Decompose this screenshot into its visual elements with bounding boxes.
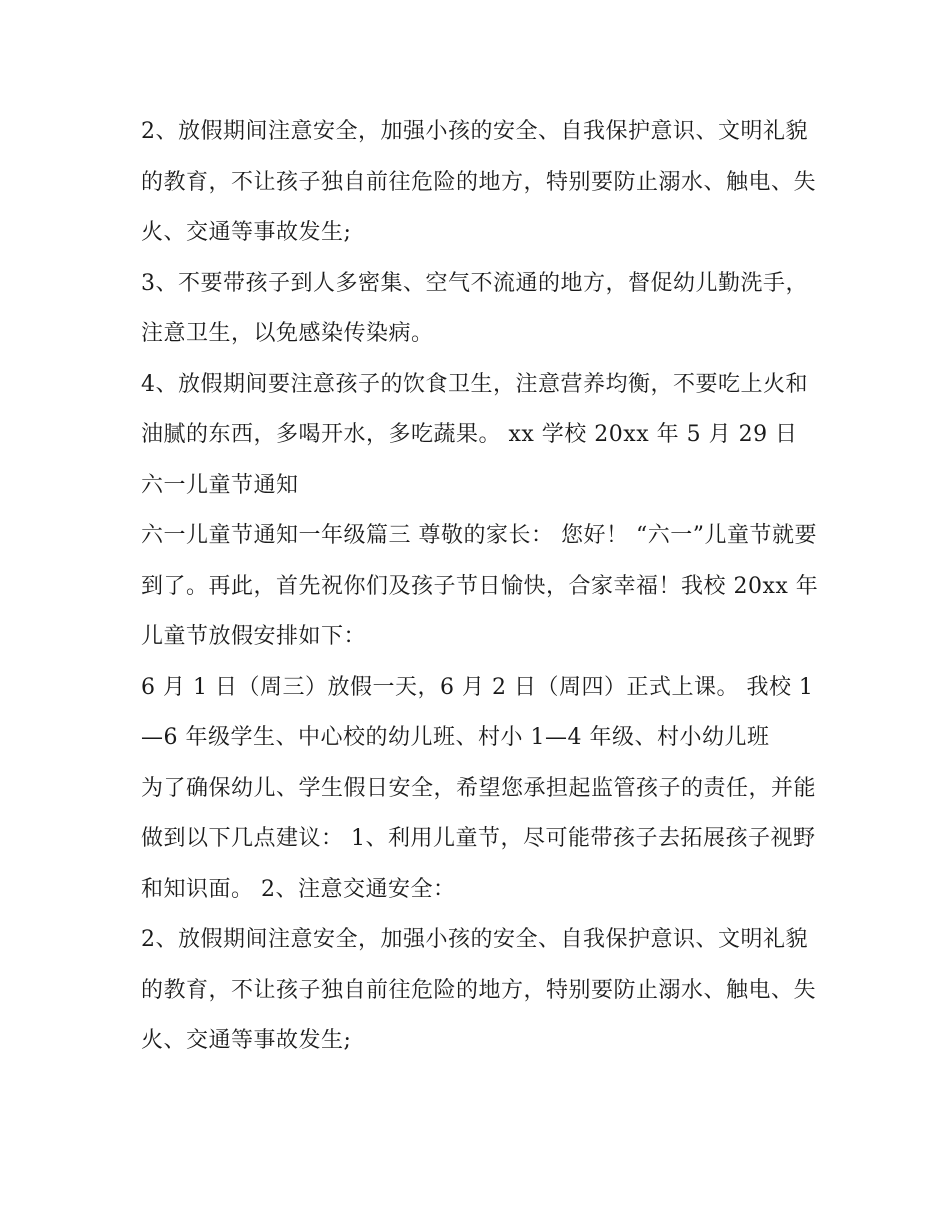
- paragraph-holiday-schedule: 6 月 1 日（周三）放假一天，6 月 2 日（周四）正式上课。 我校 1—6 年级学生、中心校的幼儿班、村小 1—4 年级、村小幼儿班: [141, 674, 814, 750]
- paragraph-safety-repeat: 2、放假期间注意安全，加强小孩的安全、自我保护意识、文明礼貌的教育，不让孩子独自前往危险的地方，特别要防止溺水、触电、失火、交通等事故发生;: [141, 927, 817, 1053]
- paragraph-notice-greeting: 六一儿童节通知一年级篇三 尊敬的家长： 您好！ “六一”儿童节就要到了。再此，首先祝你们及孩子节日愉快，合家幸福！我校 20xx 年儿童节放假安排如下：: [141, 523, 819, 649]
- paragraph-suggestions: 为了确保幼儿、学生假日安全，希望您承担起监管孩子的责任，并能做到以下几点建议： 1、利用儿童节，尽可能带孩子去拓展孩子视野和知识面。 2、注意交通安全：: [141, 775, 817, 902]
- document-body: [141, 107, 821, 1067]
- paragraph-safety-during-holiday: 2、放假期间注意安全，加强小孩的安全、自我保护意识、文明礼貌的教育，不让孩子独自前往危险的地方，特别要防止溺水、触电、失火、交通等事故发生;: [141, 119, 817, 245]
- paragraph-avoid-crowds: 3、不要带孩子到人多密集、空气不流通的地方，督促幼儿勤洗手，注意卫生，以免感染传染病。: [141, 270, 808, 346]
- paragraph-diet-hygiene: 4、放假期间要注意孩子的饮食卫生，注意营养均衡，不要吃上火和油腻的东西，多喝开水，多吃蔬果。 xx 学校 20xx 年 5 月 29 日 六一儿童节通知: [141, 371, 808, 498]
